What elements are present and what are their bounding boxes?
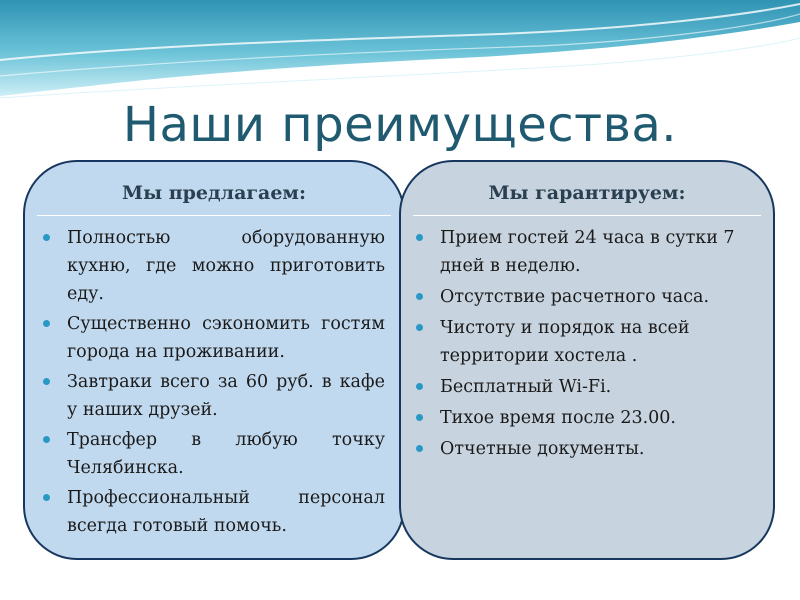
guarantee-item — [416, 283, 743, 311]
guarantee-panel-header: Мы гарантируем: — [488, 182, 686, 204]
guarantee-item-text: Отчетные документы. — [440, 439, 645, 459]
bullet-icon — [416, 383, 423, 390]
guarantee-panel — [399, 160, 775, 560]
offer-panel-header: Мы предлагаем: — [122, 182, 306, 204]
guarantee-item-text: Отсутствие расчетного часа. — [440, 287, 710, 307]
bullet-icon — [43, 234, 50, 241]
bullet-icon — [416, 234, 423, 241]
bullet-icon — [416, 293, 423, 300]
offer-item-text: Завтраки всего за 60 руб. в кафе у наших друзей. — [67, 372, 385, 420]
guarantee-item-text: Чистоту и порядок на всей территории хостела . — [440, 318, 690, 366]
offer-item-text: Профессиональный персонал всегда готовый помочь. — [67, 488, 385, 536]
offer-item — [43, 426, 385, 482]
offer-item — [43, 368, 385, 424]
offer-item-text: Трансфер в любую точку Челябинска. — [67, 430, 385, 478]
offer-panel — [23, 160, 405, 560]
guarantee-list — [416, 224, 743, 466]
offer-item-text: Полностью оборудованную кухню, где можно приготовить еду. — [67, 228, 385, 304]
bullet-icon — [43, 378, 50, 385]
guarantee-panel-divider — [413, 215, 761, 216]
bullet-icon — [43, 494, 50, 501]
guarantee-item — [416, 224, 743, 280]
offer-panel-divider — [37, 215, 391, 216]
guarantee-item-text: Бесплатный Wi-Fi. — [440, 377, 612, 397]
offer-item — [43, 484, 385, 540]
bullet-icon — [43, 436, 50, 443]
guarantee-item — [416, 314, 743, 370]
bullet-icon — [416, 445, 423, 452]
guarantee-item — [416, 435, 743, 463]
guarantee-item-text: Тихое время после 23.00. — [440, 408, 676, 428]
bullet-icon — [416, 324, 423, 331]
offer-item — [43, 310, 385, 366]
offer-item-text: Существенно сэкономить гостям города на проживании. — [67, 314, 385, 362]
offer-list — [43, 224, 385, 542]
guarantee-item — [416, 373, 743, 401]
slide-title: Наши преимущества. — [122, 97, 678, 153]
bullet-icon — [416, 414, 423, 421]
offer-item — [43, 224, 385, 308]
guarantee-item — [416, 404, 743, 432]
bullet-icon — [43, 320, 50, 327]
guarantee-item-text: Прием гостей 24 часа в сутки 7 дней в неделю. — [440, 228, 735, 276]
